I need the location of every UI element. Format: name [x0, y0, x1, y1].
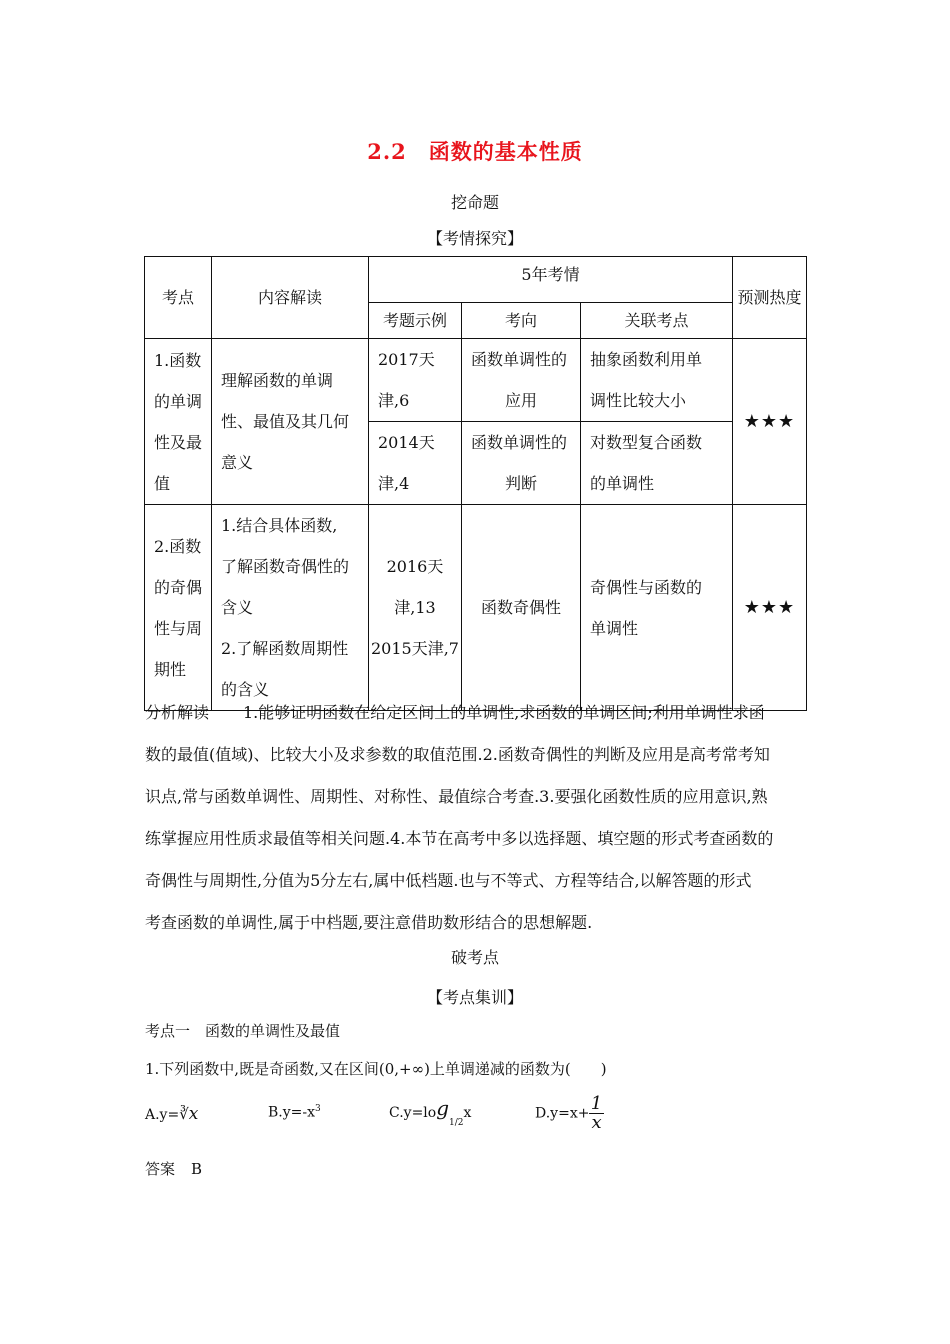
row2-content-line: 含义 [221, 598, 254, 617]
row1-direction-2 [462, 422, 581, 505]
analysis-line: 识点,常与函数单调性、周期性、对称性、最值综合考查.3.要强化函数性质的应用意识,熟 [145, 787, 768, 806]
row1-related-2-line: 的单调性 [590, 474, 655, 493]
answer-label: 答案 [145, 1160, 176, 1178]
row2-related-line: 单调性 [590, 618, 639, 638]
page-title [0, 136, 950, 166]
option-d [535, 1095, 604, 1132]
section-subheading-kaoqing: 【考情探究】 [426, 229, 523, 248]
row2-example-line: 2016天 [386, 557, 444, 576]
exam-analysis-table [144, 256, 807, 711]
option-d-prefix: D.y=x+ [535, 1105, 590, 1122]
row2-content-line: 了解函数奇偶性的 [221, 557, 350, 576]
row2-kaodian-line: 期性 [154, 659, 187, 679]
row1-heat-stars: ★★★ [733, 339, 807, 505]
option-a-var: x [188, 1104, 199, 1124]
row1-related-1-line: 调性比较大小 [590, 391, 687, 410]
section-heading-wamingti: 挖命题 [450, 193, 499, 212]
row1-related-2-line: 对数型复合函数 [590, 433, 703, 452]
title-number: 2.2 [367, 139, 407, 164]
row2-kaodian-line: 性与周 [154, 618, 203, 638]
row2-related [581, 505, 733, 711]
row1-kaodian-line: 的单调 [154, 391, 203, 411]
row1-direction-2-line: 函数单调性的 [471, 433, 568, 452]
option-a-prefix: A.y= [145, 1107, 180, 1123]
row1-kaodian [145, 339, 212, 505]
option-c-prefix: C.y=lo [389, 1105, 437, 1121]
option-c-g: g [436, 1096, 450, 1120]
analysis-line: 数的最值(值域)、比较大小及求参数的取值范围.2.函数奇偶性的判断及应用是高考常考知 [145, 745, 770, 764]
row2-direction: 函数奇偶性 [462, 505, 581, 711]
row1-content-line: 性、最值及其几何 [221, 412, 350, 431]
option-d-fraction [589, 1095, 603, 1132]
option-c [389, 1096, 472, 1128]
row1-direction-2-line: 判断 [504, 474, 537, 493]
row1-example-2: 2014天津,4 [369, 422, 462, 505]
analysis-paragraph [145, 692, 810, 944]
option-a [145, 1104, 198, 1124]
row2-content-line: 2.了解函数周期性 [221, 639, 349, 658]
row1-related-1 [581, 339, 733, 422]
row2-heat-stars: ★★★ [733, 505, 807, 711]
row2-example-line: 津,13 [394, 598, 436, 617]
option-d-num: 1 [590, 1093, 603, 1114]
row1-kaodian-line: 值 [154, 473, 171, 493]
option-c-var: x [463, 1105, 472, 1121]
analysis-line: 练掌握应用性质求最值等相关问题.4.本节在高考中多以选择题、填空题的形式考查函数的 [145, 829, 774, 848]
row2-kaodian [145, 505, 212, 711]
question-stem: 1.下列函数中,既是奇函数,又在区间(0,+∞)上单调递减的函数为( ) [145, 1060, 607, 1078]
header-kaodian: 考点 [145, 257, 212, 339]
row1-related-1-line: 抽象函数利用单 [590, 350, 703, 369]
row1-content-line: 理解函数的单调 [221, 371, 334, 390]
row2-example [369, 505, 462, 711]
option-b [268, 1104, 321, 1121]
kaodian-heading: 考点一 函数的单调性及最值 [145, 1022, 341, 1040]
section-heading-pokaodian: 破考点 [450, 948, 499, 967]
analysis-line: 奇偶性与周期性,分值为5分左右,属中低档题.也与不等式、方程等结合,以解答题的形式 [145, 871, 752, 890]
section-subheading-jixun: 【考点集训】 [426, 988, 523, 1007]
row1-direction-1 [462, 339, 581, 422]
header-content: 内容解读 [212, 257, 369, 339]
row1-direction-1-line: 应用 [504, 391, 537, 410]
option-d-den: x [591, 1112, 602, 1133]
header-direction: 考向 [462, 303, 581, 339]
row1-related-2 [581, 422, 733, 505]
header-heat: 预测热度 [733, 257, 807, 339]
header-example: 考题示例 [369, 303, 462, 339]
row1-kaodian-line: 性及最 [154, 432, 203, 452]
row2-content-line: 的含义 [221, 680, 270, 699]
answer-value: B [191, 1160, 203, 1178]
header-five-year: 5年考情 [369, 257, 733, 303]
row1-content [212, 339, 369, 505]
option-c-base: 1/2 [449, 1118, 464, 1128]
row2-content-line: 1.结合具体函数, [221, 516, 338, 535]
analysis-label: 分析解读 [145, 703, 210, 722]
row1-example-1: 2017天津,6 [369, 339, 462, 422]
row2-example-line: 2015天津,7 [371, 639, 459, 658]
option-b-prefix: B.y=-x [268, 1104, 316, 1121]
analysis-line: 1.能够证明函数在给定区间上的单调性,求函数的单调区间;利用单调性求函 [243, 703, 765, 722]
row2-kaodian-line: 的奇偶 [154, 577, 203, 597]
analysis-line: 考查函数的单调性,属于中档题,要注意借助数形结合的思想解题. [145, 913, 593, 932]
row2-kaodian-line: 2.函数 [154, 536, 202, 556]
row1-content-line: 意义 [221, 453, 254, 472]
title-text: 函数的基本性质 [428, 139, 583, 164]
row2-related-line: 奇偶性与函数的 [590, 577, 703, 597]
row2-content [212, 505, 369, 711]
row1-direction-1-line: 函数单调性的 [471, 350, 568, 369]
option-b-exp: 3 [315, 1104, 321, 1114]
header-related: 关联考点 [581, 303, 733, 339]
row1-kaodian-line: 1.函数 [154, 350, 202, 370]
option-a-root: ∛ [179, 1105, 189, 1123]
answer [145, 1158, 202, 1179]
